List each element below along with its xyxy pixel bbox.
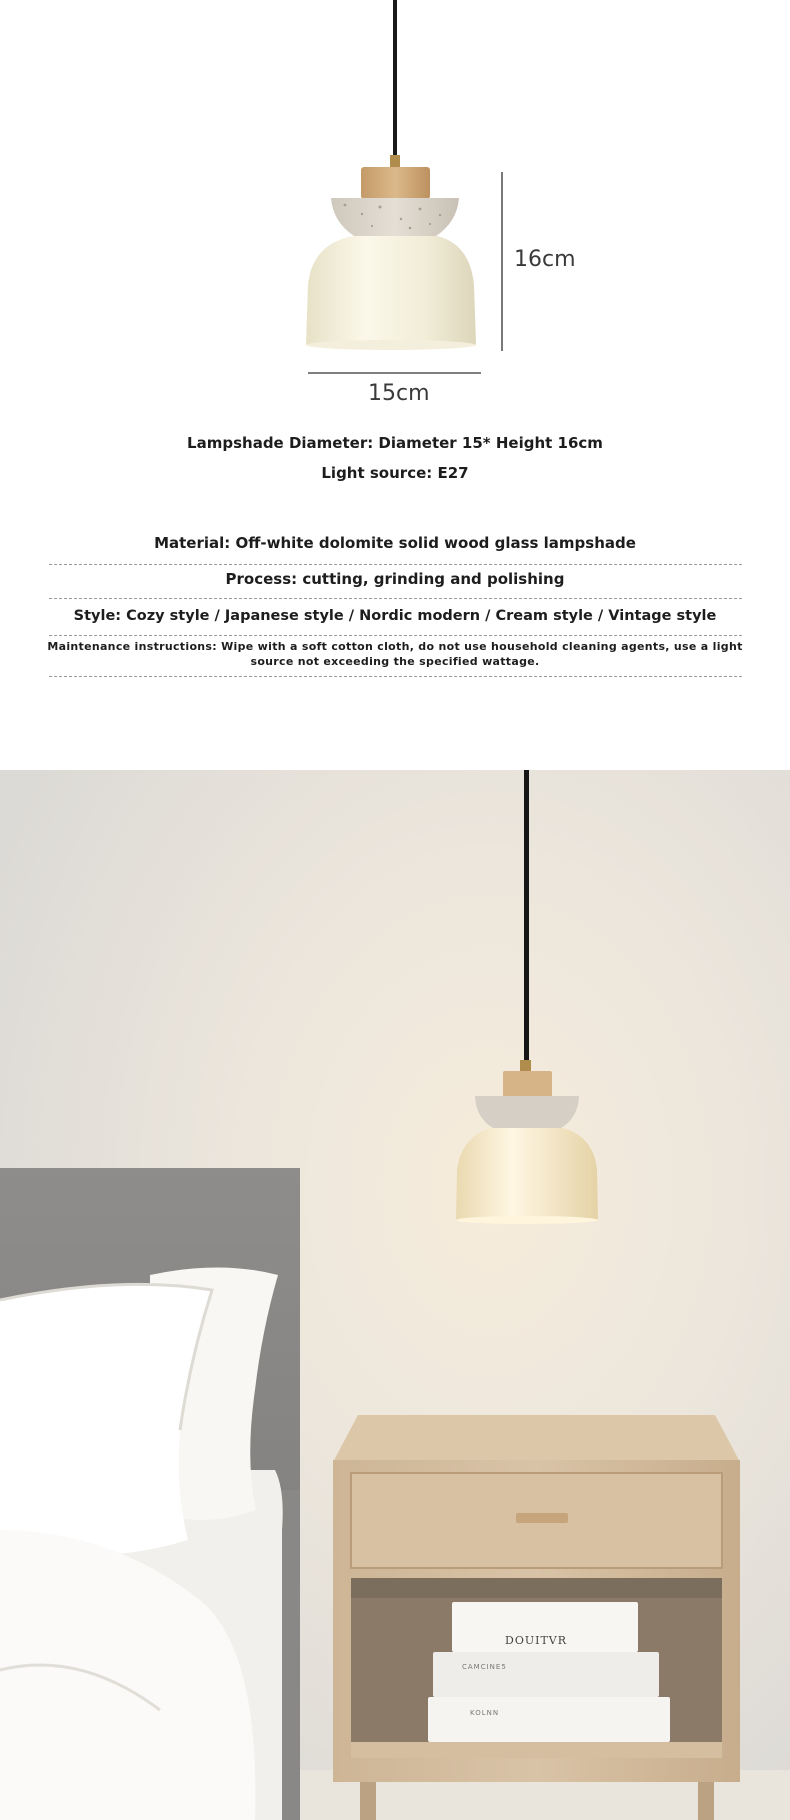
lamp-cord bbox=[393, 0, 397, 158]
stone-ring bbox=[331, 198, 459, 236]
drawer-handle bbox=[516, 1513, 568, 1523]
book-label: KOLNN bbox=[470, 1709, 500, 1717]
brass-fitting bbox=[390, 155, 400, 168]
book-label: DOUITVR bbox=[505, 1634, 568, 1647]
nightstand bbox=[333, 1415, 740, 1820]
book bbox=[433, 1652, 659, 1697]
bedroom-lifestyle-photo bbox=[0, 770, 790, 1820]
light-source-spec: Light source: E27 bbox=[321, 464, 469, 482]
process-detail: Process: cutting, grinding and polishing bbox=[225, 570, 565, 588]
maintenance-detail: Maintenance instructions: Wipe with a soft cotton cloth, do not use household cleaning agents, use a light source not exceeding the specified wattage. bbox=[47, 640, 743, 668]
height-label: 16cm bbox=[514, 247, 576, 272]
style-detail: Style: Cozy style / Japanese style / Nordic modern / Cream style / Vintage style bbox=[73, 608, 717, 624]
material-detail: Material: Off-white dolomite solid wood glass lampshade bbox=[154, 534, 636, 552]
divider bbox=[49, 635, 742, 636]
divider bbox=[49, 676, 742, 677]
book-label: CAMCINE5 bbox=[462, 1663, 507, 1671]
book bbox=[428, 1697, 670, 1742]
wood-cap bbox=[361, 167, 430, 199]
glass-shade bbox=[306, 236, 476, 345]
width-label: 15cm bbox=[368, 381, 430, 406]
photo-lamp-cord bbox=[524, 770, 529, 1062]
photo-wood-cap bbox=[503, 1071, 552, 1097]
lampshade-spec: Lampshade Diameter: Diameter 15* Height 16cm bbox=[187, 434, 603, 452]
divider bbox=[49, 598, 742, 599]
lamp-dimension-diagram bbox=[0, 0, 790, 420]
divider bbox=[49, 564, 742, 565]
photo-glass-shade bbox=[456, 1128, 598, 1220]
